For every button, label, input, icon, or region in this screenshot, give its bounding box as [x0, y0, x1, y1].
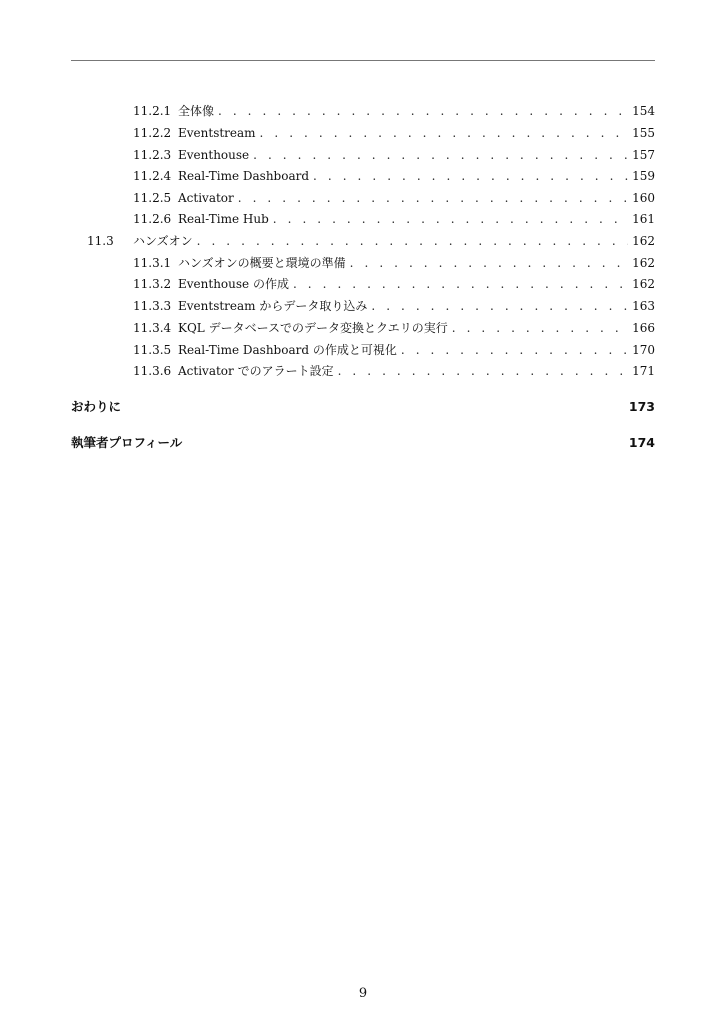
- dot-leader: [313, 167, 628, 185]
- toc-entry-page: 157: [632, 148, 655, 162]
- toc-entry-page: 163: [632, 299, 655, 313]
- toc-entry-number: 11.2.4: [133, 169, 172, 183]
- toc-entry-title: Real-Time Hub: [178, 212, 269, 226]
- toc-entry-title: Eventstream からデータ取り込み: [178, 299, 368, 313]
- toc-entry-number: 11.3.2: [133, 277, 172, 291]
- toc-entry-page: 160: [632, 191, 655, 205]
- page-number: 9: [358, 986, 368, 1001]
- toc-entry[interactable]: [133, 297, 655, 315]
- toc-entry[interactable]: [133, 254, 655, 272]
- toc-entry-number: 11.3.6: [133, 364, 172, 378]
- toc-entry[interactable]: [133, 319, 655, 337]
- toc-entry[interactable]: [133, 275, 655, 293]
- toc-entry-number: 11.3: [87, 234, 114, 248]
- toc-chapter-title: 執筆者プロフィール: [71, 435, 183, 450]
- toc-entry-number: 11.3.5: [133, 343, 172, 357]
- dot-leader: [371, 297, 628, 315]
- toc-entry-title: ハンズオン: [133, 234, 193, 248]
- toc-entry-number: 11.2.6: [133, 212, 172, 226]
- dot-leader: [238, 189, 628, 207]
- toc-entry-number: 11.3.3: [133, 299, 172, 313]
- toc-entry-page: 170: [632, 343, 655, 357]
- toc-entry-page: 171: [632, 364, 655, 378]
- toc-entry-number: 11.2.2: [133, 126, 172, 140]
- toc-entry-page: 162: [632, 256, 655, 270]
- toc-entry[interactable]: [133, 189, 655, 207]
- toc-entry-title: Activator: [178, 191, 234, 205]
- toc-entry-page: 162: [632, 277, 655, 291]
- dot-leader: [350, 254, 628, 272]
- toc-entry-title: KQL データベースでのデータ変換とクエリの実行: [178, 321, 448, 335]
- header-rule: [71, 60, 655, 61]
- toc-entry[interactable]: [133, 210, 655, 228]
- toc-entry[interactable]: [133, 146, 655, 164]
- dot-leader: [253, 146, 628, 164]
- toc-chapter-title: おわりに: [71, 399, 122, 414]
- toc-entry-number: 11.3.4: [133, 321, 172, 335]
- toc-entry-title: Eventhouse: [178, 148, 250, 162]
- toc-entry-page: 161: [632, 212, 655, 226]
- dot-leader: [338, 362, 629, 380]
- toc-entry-number: 11.2.5: [133, 191, 172, 205]
- toc-entry[interactable]: [133, 167, 655, 185]
- toc-entry-title: 全体像: [178, 104, 215, 118]
- toc-chapter-page: 174: [628, 435, 655, 450]
- toc-entry-title: Real-Time Dashboard: [178, 169, 310, 183]
- dot-leader: [401, 341, 628, 359]
- toc-chapter-entry[interactable]: [71, 397, 655, 417]
- dot-leader: [452, 319, 628, 337]
- toc-entry-number: 11.3.1: [133, 256, 172, 270]
- toc-entry[interactable]: [133, 341, 655, 359]
- dot-leader: [273, 210, 628, 228]
- toc-chapter-entry[interactable]: [71, 433, 655, 453]
- toc-entry-page: 159: [632, 169, 655, 183]
- dot-leader: [218, 102, 628, 120]
- dot-leader: [197, 232, 628, 250]
- dot-leader: [293, 275, 628, 293]
- toc-entry-title: Real-Time Dashboard の作成と可視化: [178, 343, 397, 357]
- toc-entry-page: 154: [632, 104, 655, 118]
- toc-entry-page: 162: [632, 234, 655, 248]
- toc-entry-number: 11.2.3: [133, 148, 172, 162]
- toc-entry-title: Eventhouse の作成: [178, 277, 289, 291]
- dot-leader: [260, 124, 629, 142]
- toc-entry-page: 166: [632, 321, 655, 335]
- toc-entry-page: 155: [632, 126, 655, 140]
- toc-entry-title: Eventstream: [178, 126, 256, 140]
- toc-entry-number: 11.2.1: [133, 104, 172, 118]
- toc-entry[interactable]: [133, 124, 655, 142]
- toc-entry[interactable]: [133, 362, 655, 380]
- toc-section-entry[interactable]: [87, 232, 655, 250]
- toc-entry[interactable]: [133, 102, 655, 120]
- toc-entry-title: ハンズオンの概要と環境の準備: [178, 256, 346, 270]
- toc-chapter-page: 173: [628, 399, 655, 414]
- toc-entry-title: Activator でのアラート設定: [178, 364, 334, 378]
